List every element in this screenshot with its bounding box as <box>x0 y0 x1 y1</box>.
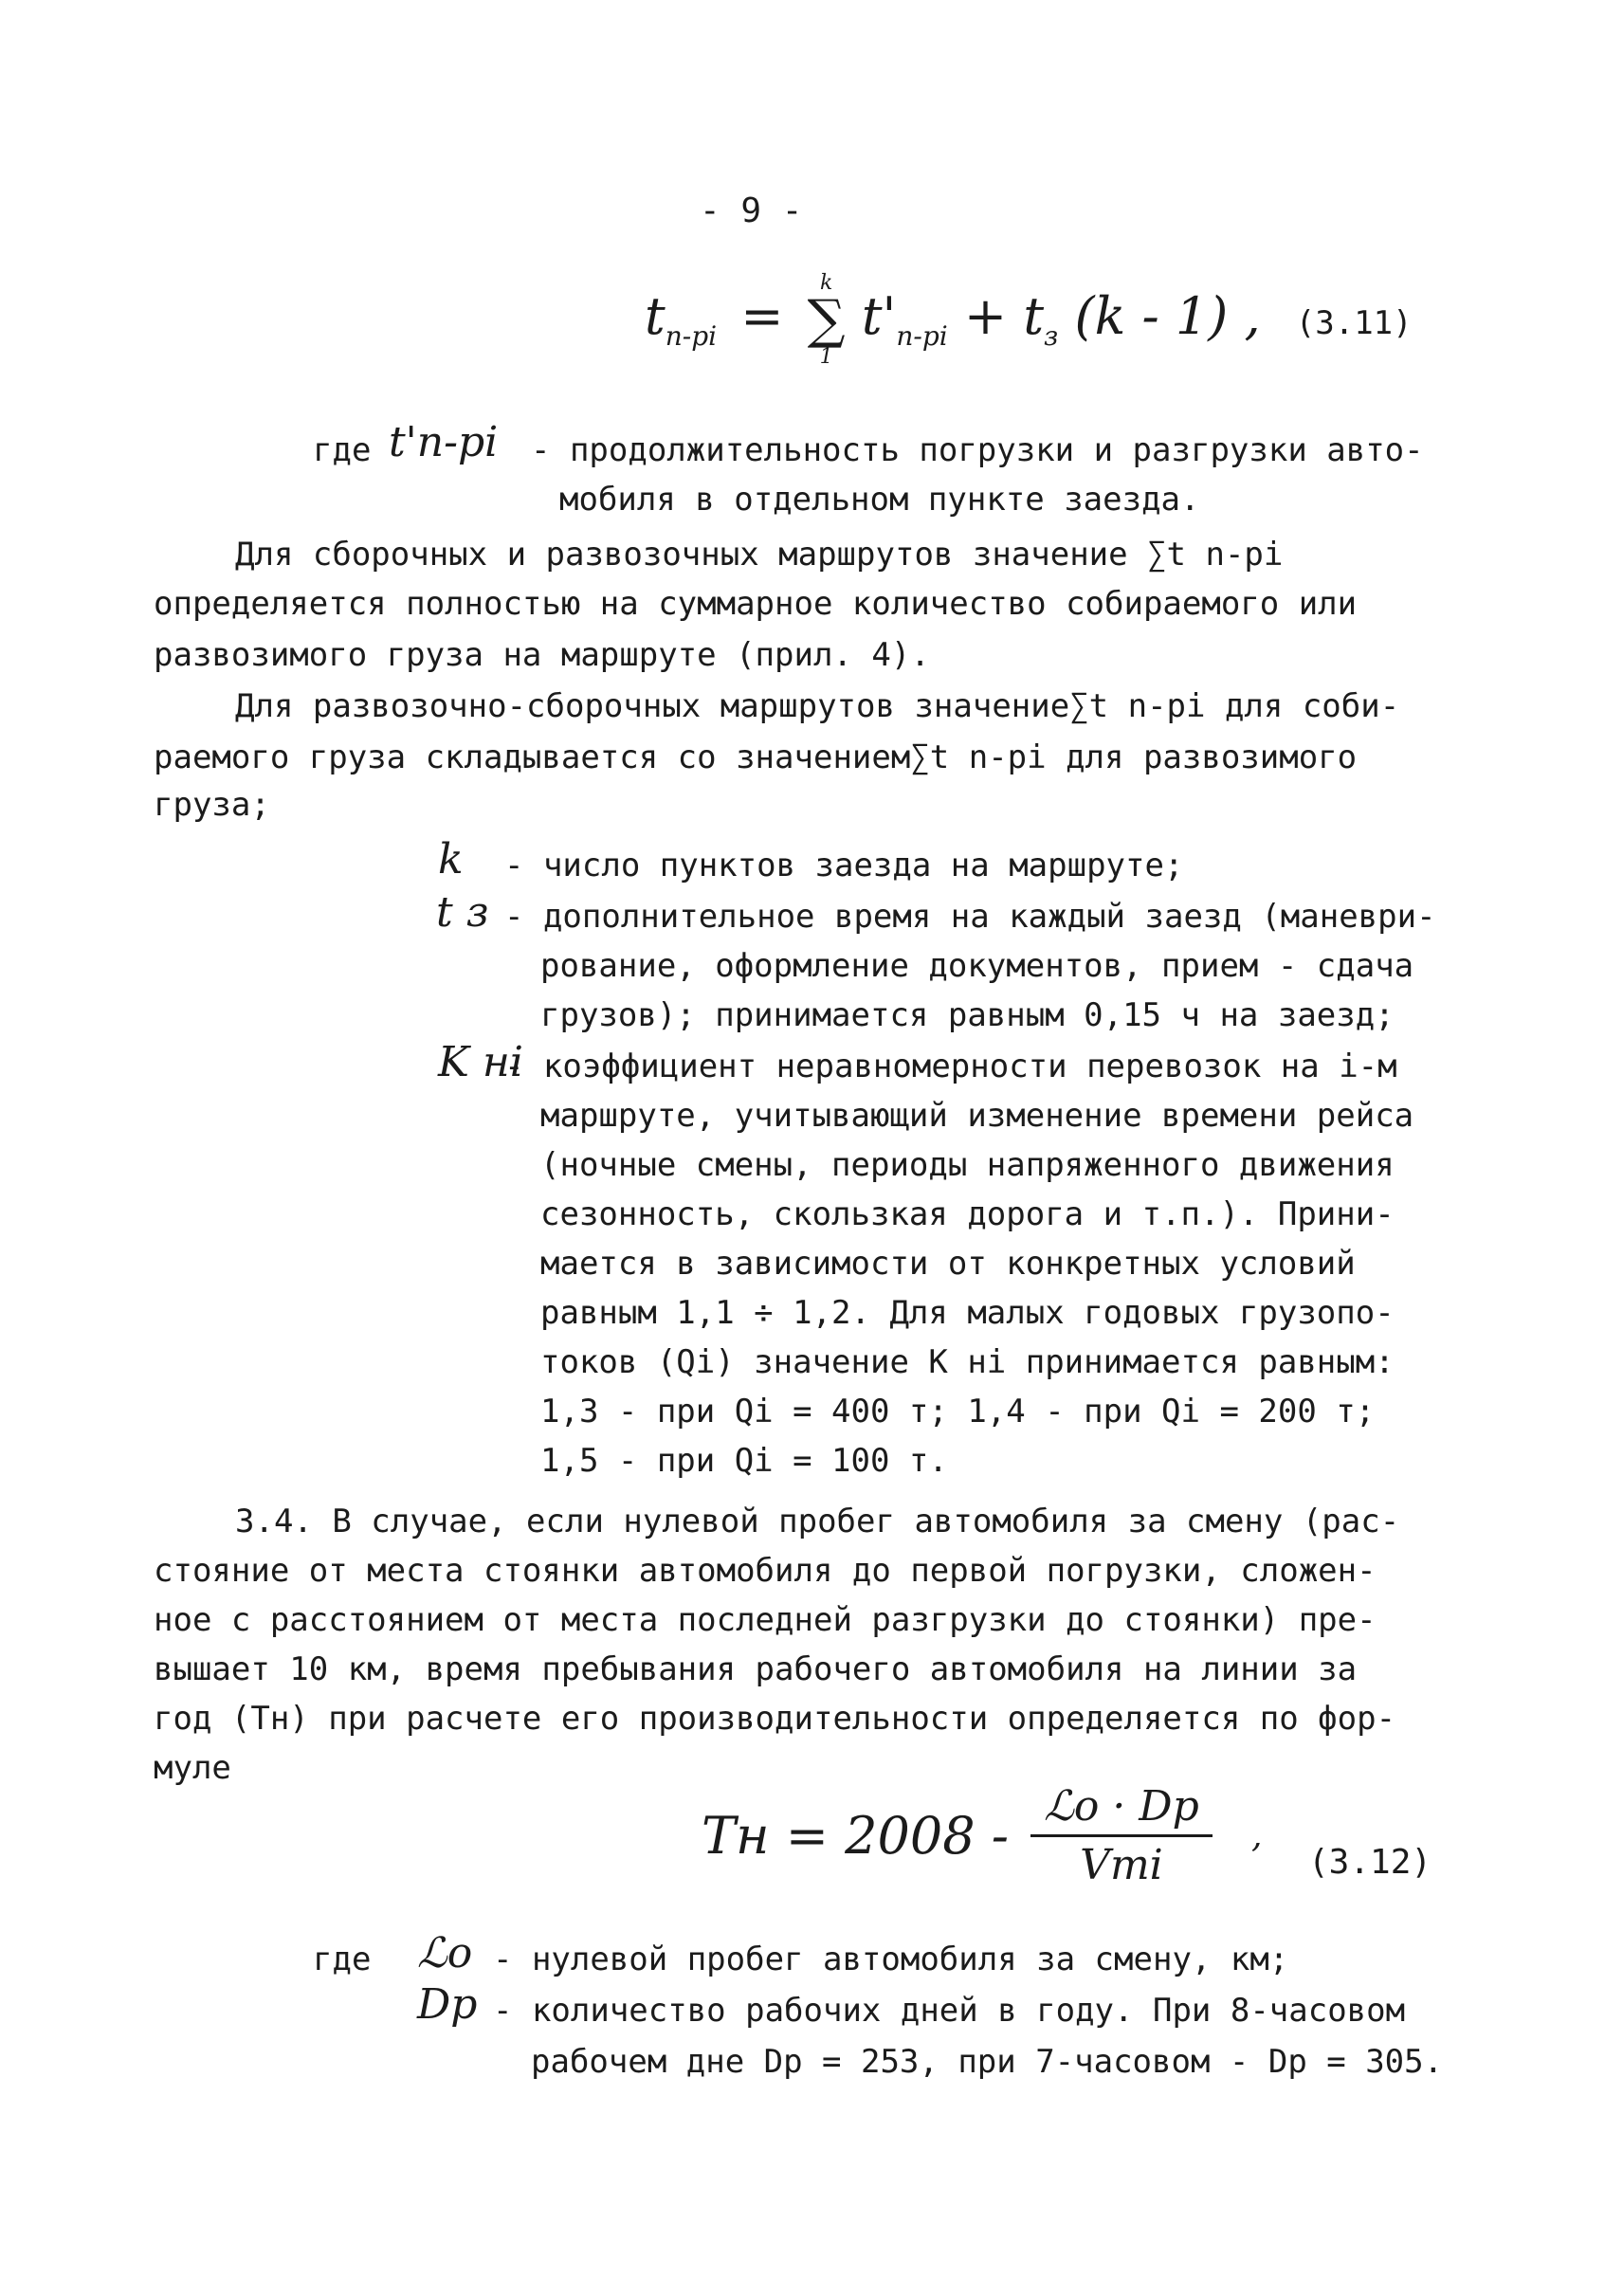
def-t3-line: грузов); принимается равным 0,15 ч на заезд; <box>540 996 1395 1034</box>
formula-label: (3.11) <box>1295 304 1413 342</box>
formula-3-12-label: (3.12) <box>1308 1843 1432 1882</box>
where-2-symbol-dp: Dр <box>417 1980 478 2029</box>
paragraph-line: год (Тн) при расчете его производительности определяется по фор- <box>154 1700 1396 1738</box>
where-2-line: - нулевой пробег автомобиля за смену, км; <box>493 1941 1289 1978</box>
where-symbol-1: t'n-pi <box>389 418 499 466</box>
where-label-1: где <box>313 431 372 469</box>
paragraph-line: стояние от места стоянки автомобиля до первой погрузки, сложен- <box>154 1552 1377 1590</box>
def-kni-line: - коэффициент неравномерности перевозок на i-м <box>504 1048 1397 1085</box>
paragraph-line: груза; <box>154 786 270 824</box>
formula-2-numerator: ℒo · Dр <box>1030 1782 1213 1837</box>
def-kni-line: (ночные смены, периоды напряженного движения <box>540 1146 1395 1184</box>
formula-2-comma: , <box>1250 1816 1263 1855</box>
page-number: - 9 - <box>700 191 803 230</box>
def-kni-line: сезонность, скользкая дорога и т.п.). Прини- <box>540 1195 1395 1233</box>
formula-term: t' <box>861 286 897 346</box>
formula-3-11: $t_{n-pi}$ = k ∑ 1 $t'_{n-pi} + t_з$ (k - 1) , (3.11) <box>645 271 1413 369</box>
formula-2-fraction <box>1030 1782 1213 1889</box>
formula-term-sub: n-pi <box>896 319 948 352</box>
paragraph-line: раемого груза складывается со значением∑t n-pi для развозимого <box>154 738 1358 776</box>
paragraph-line: определяется полностью на суммарное количество собираемого или <box>154 585 1358 623</box>
where-label-2: где <box>313 1941 372 1978</box>
paragraph-line: ное с расстоянием от места последней разгрузки до стоянки) пре- <box>154 1601 1377 1639</box>
where-1-line-1: - продолжительность погрузки и разгрузки авто- <box>531 431 1424 469</box>
sum-upper: k <box>819 271 833 295</box>
formula-tail-paren: (k - 1) , <box>1074 286 1261 346</box>
formula-3-12 <box>702 1782 1262 1889</box>
def-symbol-k: k <box>438 835 464 884</box>
formula-2-denominator: Vтi <box>1080 1841 1163 1889</box>
formula-lhs: t <box>645 286 666 346</box>
paragraph-line: Для развозочно-сборочных маршрутов значение∑t n-pi для соби- <box>235 687 1400 725</box>
paragraph-line: развозимого груза на маршруте (прил. 4). <box>154 636 930 674</box>
where-2-line: - количество рабочих дней в году. При 8-часовом <box>493 1992 1406 2030</box>
where-2-symbol-lo: ℒo <box>417 1929 473 1977</box>
where-2-line: рабочем дне Dр = 253, при 7-часовом - Dр = 305. <box>531 2043 1444 2081</box>
def-kni-line: 1,3 - при Qi = 400 т; 1,4 - при Qi = 200 т; <box>540 1393 1376 1430</box>
sum-lower: 1 <box>819 345 833 369</box>
def-symbol-kni: K нi <box>438 1038 523 1086</box>
def-kni-line: мается в зависимости от конкретных условий <box>540 1245 1356 1283</box>
where-1-line-2: мобиля в отдельном пункте заезда. <box>559 481 1200 519</box>
def-kni-line: маршруте, учитывающий изменение времени рейса <box>540 1097 1414 1135</box>
paragraph-line: вышает 10 км, время пребывания рабочего автомобиля на линии за <box>154 1650 1358 1688</box>
sum-operator: k ∑ 1 <box>807 271 846 369</box>
formula-2-lhs: Тн = 2008 - <box>702 1806 1009 1866</box>
paragraph-line: 3.4. В случае, если нулевой пробег автомобиля за смену (рас- <box>235 1503 1400 1540</box>
def-t3-line: - дополнительное время на каждый заезд (маневри- <box>504 898 1436 936</box>
def-symbol-t3: t з <box>436 888 489 937</box>
def-k-line: - число пунктов заезда на маршруте; <box>504 847 1184 884</box>
formula-lhs-sub: n-pi <box>665 319 718 352</box>
def-kni-line: равным 1,1 ÷ 1,2. Для малых годовых грузопо- <box>540 1294 1395 1332</box>
def-kni-line: токов (Qi) значение K нi принимается равным: <box>540 1343 1395 1381</box>
paragraph-line: Для сборочных и развозочных маршрутов значение ∑t n-pi <box>235 536 1284 574</box>
formula-tail: + t <box>963 286 1045 346</box>
paragraph-line: муле <box>154 1749 231 1787</box>
def-t3-line: рование, оформление документов, прием - сдача <box>540 947 1414 985</box>
formula-tail-sub: з <box>1044 319 1059 352</box>
def-kni-line: 1,5 - при Qi = 100 т. <box>540 1442 948 1480</box>
